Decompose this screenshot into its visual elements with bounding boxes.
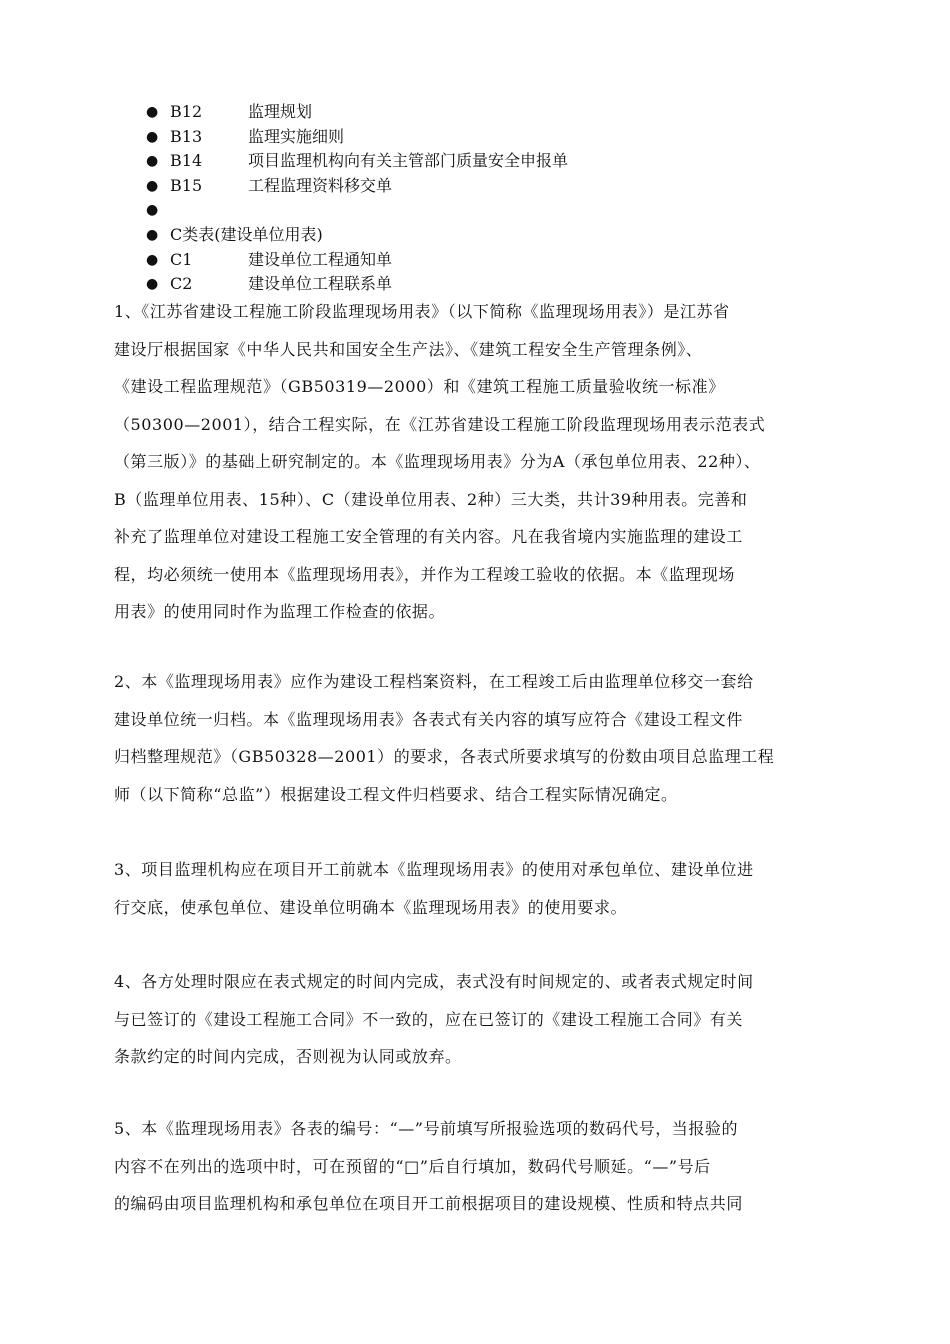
bullet-icon: ● xyxy=(146,128,159,145)
list-item xyxy=(146,248,568,273)
bullet-icon: ● xyxy=(146,276,159,293)
form-code: B13 xyxy=(170,126,203,146)
paragraph-line: 用表》的使用同时作为监理工作检查的依据。 xyxy=(114,602,446,621)
form-title: 项目监理机构向有关主管部门质量安全申报单 xyxy=(248,151,569,171)
paragraph-1 xyxy=(114,293,874,631)
paragraph-line: 建设单位统一归档。本《监理现场用表》各表式有关内容的填写应符合《建设工程文件 xyxy=(114,709,743,729)
paragraph-2 xyxy=(114,663,874,813)
paragraph-line: 5、本《监理现场用表》各表的编号：“—”号前填写所报验选项的数码代号，当报验的 xyxy=(114,1119,738,1138)
bullet-icon: ● xyxy=(146,251,159,268)
paragraph-line: B（监理单位用表、15种）、C（建设单位用表、2种）三大类，共计39种用表。完善和 xyxy=(114,489,748,509)
paragraph-line: 师（以下简称“总监”）根据建设工程文件归档要求、结合工程实际情况确定。 xyxy=(114,784,678,804)
form-list xyxy=(146,100,568,297)
paragraph-line: 内容不在列出的选项中时，可在预留的“□”后自行填加，数码代号顺延。“—”号后 xyxy=(114,1156,711,1176)
form-title: 工程监理资料移交单 xyxy=(248,175,393,195)
list-item xyxy=(146,100,568,125)
form-code: C1 xyxy=(170,249,193,269)
paragraph-line: 1、《江苏省建设工程施工阶段监理现场用表》（以下简称《监理现场用表》）是江苏省 xyxy=(114,302,730,321)
form-code: B15 xyxy=(170,175,203,195)
form-title: 建设单位工程联系单 xyxy=(248,274,393,294)
list-item xyxy=(146,149,568,174)
form-title: 建设单位工程通知单 xyxy=(248,249,393,269)
paragraph-line: 归档整理规范》（GB50328—2001）的要求，各表式所要求填写的份数由项目总监理工程 xyxy=(114,747,775,766)
bullet-icon: ● xyxy=(146,177,159,194)
bullet-icon: ● xyxy=(146,104,159,120)
paragraph-5 xyxy=(114,1110,874,1223)
bullet-icon: ● xyxy=(146,202,159,219)
paragraph-line: 与已签订的《建设工程施工合同》不一致的，应在已签订的《建设工程施工合同》有关 xyxy=(114,1009,743,1029)
list-item xyxy=(146,198,568,223)
list-item xyxy=(146,223,568,248)
paragraph-line: 《建设工程监理规范》（GB50319—2000）和《建筑工程施工质量验收统一标准》 xyxy=(114,377,725,396)
paragraph-line: 4、各方处理时限应在表式规定的时间内完成，表式没有时间规定的、或者表式规定时间 xyxy=(114,972,754,991)
paragraph-line: 条款约定的时间内完成，否则视为认同或放弃。 xyxy=(114,1047,462,1066)
form-code: B12 xyxy=(170,102,203,121)
paragraph-line: 行交底，使承包单位、建设单位明确本《监理现场用表》的使用要求。 xyxy=(114,897,628,917)
paragraph-line: 2、本《监理现场用表》应作为建设工程档案资料，在工程竣工后由监理单位移交一套给 xyxy=(114,672,754,691)
paragraph-line: 补充了监理单位对建设工程施工安全管理的有关内容。凡在我省境内实施监理的建设工 xyxy=(114,527,743,546)
bullet-icon: ● xyxy=(146,153,159,170)
list-item xyxy=(146,125,568,150)
paragraph-4 xyxy=(114,963,874,1076)
list-item xyxy=(146,174,568,199)
paragraph-line: 建设厅根据国家《中华人民共和国安全生产法》、《建筑工程安全生产管理条例》、 xyxy=(114,339,703,359)
bullet-icon: ● xyxy=(146,226,159,243)
category-heading: C类表(建设单位用表) xyxy=(170,224,323,244)
paragraph-line: 3、项目监理机构应在项目开工前就本《监理现场用表》的使用对承包单位、建设单位进 xyxy=(114,860,754,879)
form-title: 监理实施细则 xyxy=(248,126,345,146)
paragraph-line: 程，均必须统一使用本《监理现场用表》，并作为工程竣工验收的依据。本《监理现场 xyxy=(114,564,735,584)
paragraph-line: （50300—2001），结合工程实际，在《江苏省建设工程施工阶段监理现场用表示范表式 xyxy=(114,414,766,434)
form-code: C2 xyxy=(170,274,193,294)
form-code: B14 xyxy=(170,151,203,171)
paragraph-3 xyxy=(114,851,874,926)
paragraph-line: 的编码由项目监理机构和承包单位在项目开工前根据项目的建设规模、性质和特点共同 xyxy=(114,1194,743,1213)
form-title: 监理规划 xyxy=(248,102,313,121)
paragraph-line: （第三版）》的基础上研究制定的。本《监理现场用表》分为A（承包单位用表、22种）、 xyxy=(114,452,761,471)
